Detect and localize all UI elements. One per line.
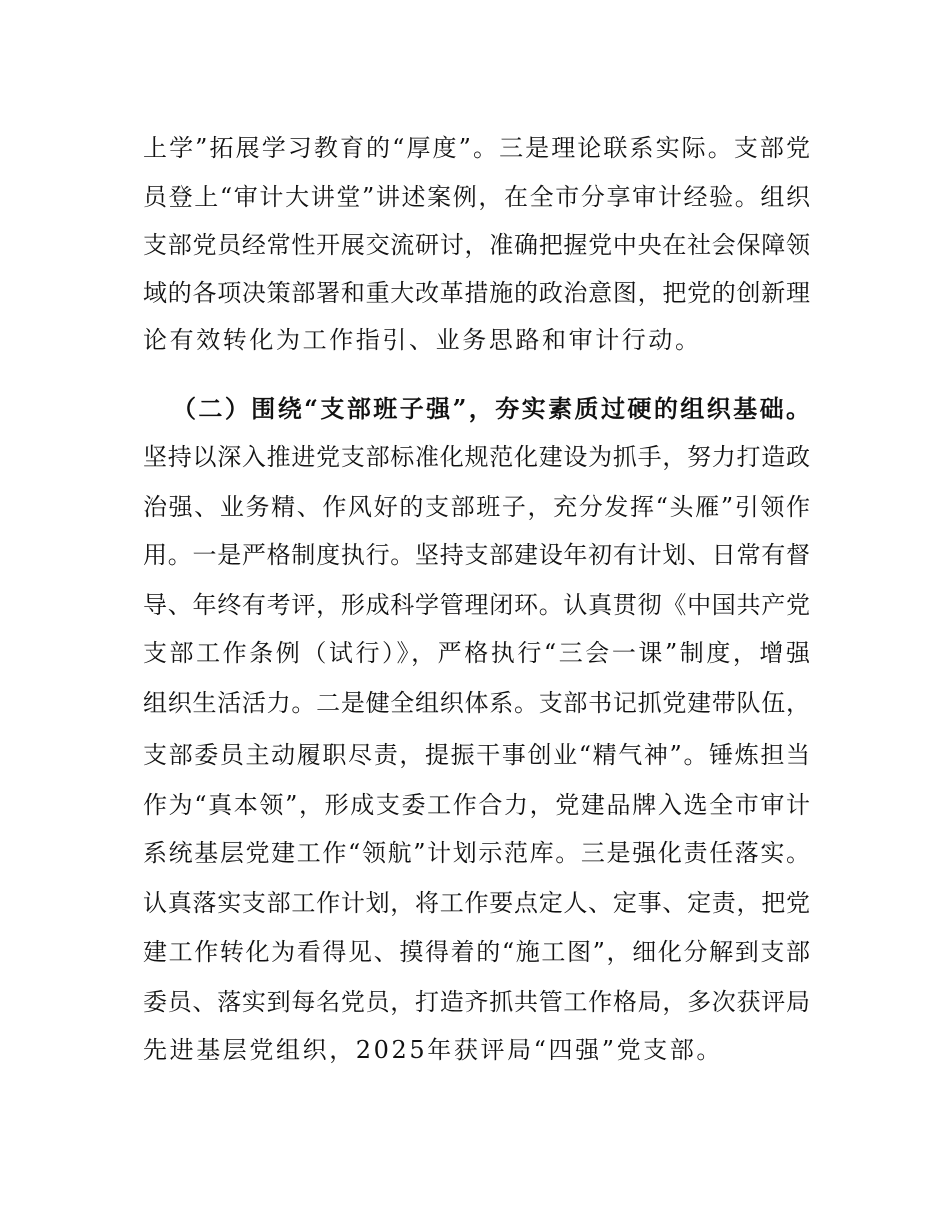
text-line: 系统基层党建工作“领航”计划示范库。三是强化责任落实。 (143, 839, 810, 867)
text-line: 支部党员经常性开展交流研讨，准确把握党中央在社会保障领 (143, 231, 810, 259)
text-line: 员登上“审计大讲堂”讲述案例，在全市分享审计经验。组织 (143, 183, 810, 211)
text-line: 支部工作条例（试行）》，严格执行“三会一课”制度，增强 (143, 639, 810, 667)
text-line: 论有效转化为工作指引、业务思路和审计行动。 (143, 326, 702, 354)
text-line: 先进基层党组织，2025年获评局“四强”党支部。 (143, 1036, 724, 1064)
text-line: 用。一是严格制度执行。坚持支部建设年初有计划、日常有督 (143, 541, 810, 569)
section-heading: （二）围绕“支部班子强”，夯实素质过硬的组织基础。 (172, 394, 810, 423)
text-line: 作为“真本领”，形成支委工作合力，党建品牌入选全市审计 (143, 791, 810, 819)
text-line: 认真落实支部工作计划，将工作要点定人、定事、定责，把党 (143, 889, 810, 917)
text-line: 建工作转化为看得见、摸得着的“施工图”，细化分解到支部 (143, 938, 810, 966)
text-line: 域的各项决策部署和重大改革措施的政治意图，把党的创新理 (143, 279, 810, 307)
text-line: 治强、业务精、作风好的支部班子，充分发挥“头雁”引领作 (143, 493, 810, 521)
text-line: 委员、落实到每名党员，打造齐抓共管工作格局，多次获评局 (143, 988, 810, 1016)
text-line: 组织生活活力。二是健全组织体系。支部书记抓党建带队伍， (143, 689, 810, 717)
text-line: 支部委员主动履职尽责，提振干事创业“精气神”。锤炼担当 (143, 741, 810, 769)
text-line: 坚持以深入推进党支部标准化规范化建设为抓手，努力打造政 (143, 443, 810, 471)
text-line: 上学”拓展学习教育的“厚度”。三是理论联系实际。支部党 (143, 134, 810, 162)
text-line: 导、年终有考评，形成科学管理闭环。认真贯彻《中国共产党 (143, 591, 810, 619)
